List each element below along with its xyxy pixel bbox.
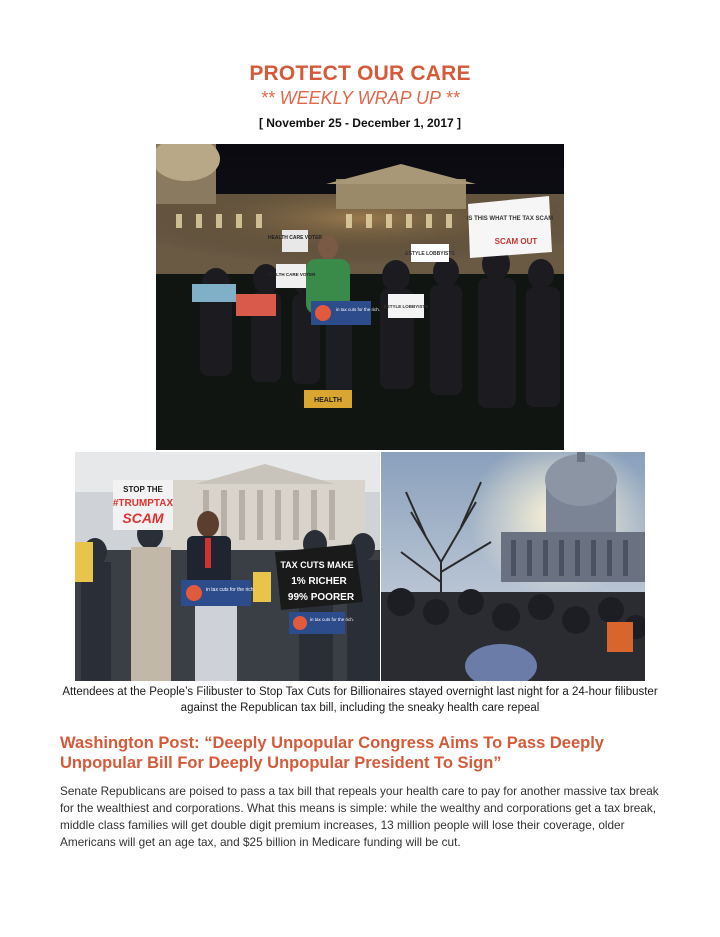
sign-text: HEALTH xyxy=(314,397,342,404)
podium-text: in tax cuts for the rich. xyxy=(206,587,255,593)
day-rally-illustration xyxy=(75,452,380,681)
sign-text: SCAM OUT xyxy=(494,237,538,246)
sign-text: ESTYLE LOBBYISTS xyxy=(383,304,429,309)
sign-text: #TRUMPTAX xyxy=(112,498,174,509)
article-body: Senate Republicans are poised to pass a tax bill that repeals your health care to pay for another massive tax break for the wealthiest and corporations. What this means is simple: while the wealthy and corporations get a tax break, middle class families will get double digit premium increases, 13 million people will lose their coverage, older Americans will get an age tax, and $25 billion in Medicare funding will be cut. xyxy=(60,784,659,849)
sign-text: STOP THE xyxy=(123,485,163,494)
page-subtitle: ** WEEKLY WRAP UP ** xyxy=(260,88,460,108)
night-rally-illustration xyxy=(156,144,564,450)
photo-dusk-crowd xyxy=(381,452,645,681)
photo-night-rally xyxy=(156,144,564,450)
dusk-crowd-illustration xyxy=(381,452,645,681)
article-headline: Washington Post: “Deeply Unpopular Congress Aims To Pass Deeply Unpopular Bill For Deeply Unpopular President To Sign” xyxy=(60,734,604,772)
page-title: PROTECT OUR CARE xyxy=(249,62,471,85)
photo-day-rally xyxy=(75,452,380,681)
sign-text: 1% RICHER xyxy=(291,576,347,587)
sign-text: HEALTH CARE VOTER xyxy=(267,235,323,241)
sign-text: TAX CUTS MAKE xyxy=(280,560,354,570)
sign-text: HEALTH CARE VOTER xyxy=(266,272,316,277)
sign-text: 99% POORER xyxy=(287,592,355,603)
sign-text: IS THIS WHAT THE TAX SCAM xyxy=(466,216,554,222)
podium-text: in tax cuts for the rich. xyxy=(336,307,381,312)
photo-caption: Attendees at the People’s Filibuster to Stop Tax Cuts for Billionaires stayed overnight last night for a 24-hour filibuster against the Republican tax bill, including the sneaky health care repeal xyxy=(62,686,658,714)
placard-text: in tax cuts for the rich. xyxy=(310,617,355,622)
sign-text: ESTYLE LOBBYISTS xyxy=(405,251,455,257)
date-range: [ November 25 - December 1, 2017 ] xyxy=(258,116,462,130)
sign-text: SCAM xyxy=(122,510,164,526)
